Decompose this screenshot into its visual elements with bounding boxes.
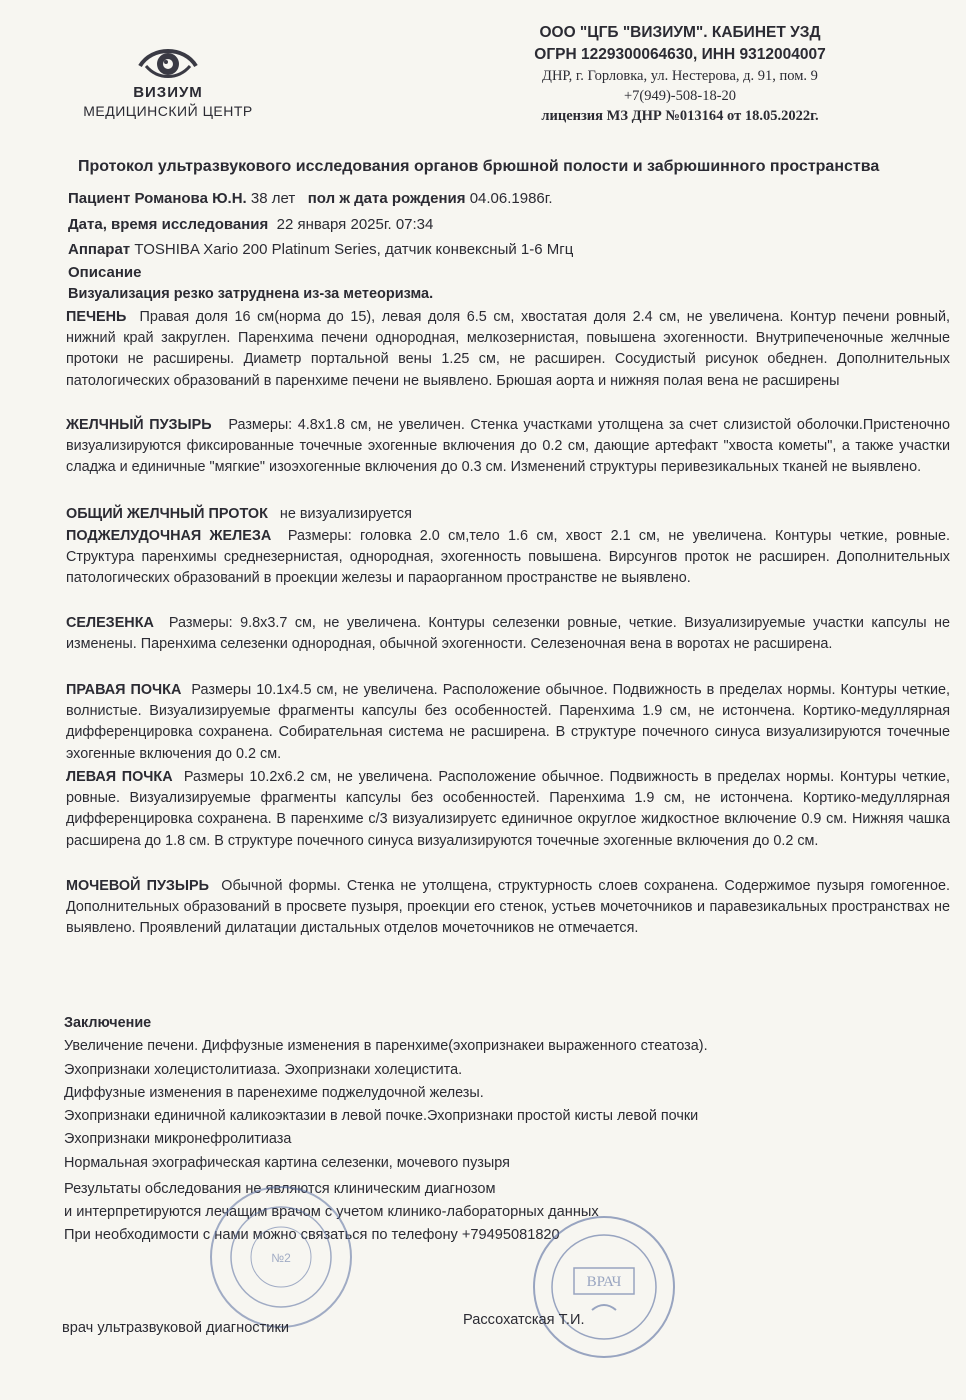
clinic-logo [78,42,258,119]
disclaimer-line: Результаты обследования не являются клиническим диагнозом [64,1181,496,1197]
logo-subtitle: МЕДИЦИНСКИЙ ЦЕНТР [83,103,253,119]
patient-name: Романова Ю.Н. [134,190,247,207]
exam-date-label: Дата, время исследования [68,216,269,233]
patient-label: Пациент [68,190,131,207]
device-name: TOSHIBA Xario 200 Platinum Series, датчик конвексный 1-6 Мгц [134,241,574,258]
dob-label: дата рождения [354,190,466,207]
section-common-bile-duct [66,504,950,525]
conclusion-item: Эхопризнаки холецистолитиаза. Эхопризнаки холецистита. [64,1061,463,1078]
device-line [68,241,573,258]
doctor-round-stamp [528,1212,680,1362]
section-right-kidney [66,680,950,765]
disclaimer-line: и интерпретируются лечащим врачом с учетом клинико-лабораторных данных [64,1204,599,1220]
organization-info [470,22,890,126]
exam-date: 22 января 2025г. 07:34 [276,216,434,233]
org-ids: ОГРН 1229300064630, ИНН 9312004007 [534,46,826,63]
patient-line [68,190,553,207]
patient-dob: 04.06.1986г. [469,190,553,207]
sex-label: пол [307,190,336,207]
logo-brand: ВИЗИУМ [133,84,203,101]
conclusion [64,1012,708,1175]
conclusion-heading: Заключение [64,1015,152,1031]
svg-text:№2: №2 [271,1251,291,1265]
section-liver [66,307,950,392]
section-heading: ПЕЧЕНЬ [66,309,127,325]
section-heading: ОБЩИЙ ЖЕЛЧНЫЙ ПРОТОК [66,506,268,522]
section-text: не визуализируется [279,506,412,522]
section-text: Обычной формы. Стенка не утолщена, структурность слоев сохранена. Содержимое пузыря гомогенное. Дополнительных образований в просвете пузыря, проекции его стенок, устьев мочеточников и паравезикальных пространствах не выявлено. Проявлений дилатации дистальных отделов мочеточников не отмечается. [66,878,950,937]
section-left-kidney [66,767,950,852]
section-bladder [66,876,950,940]
conclusion-item: Нормальная эхографическая картина селезенки, мочевого пузыря [64,1154,510,1171]
section-heading: МОЧЕВОЙ ПУЗЫРЬ [66,878,209,894]
section-pancreas [66,526,950,590]
section-gallbladder [66,415,950,479]
device-label: Аппарат [68,241,131,258]
signature-doctor: Рассохатская Т.И. [463,1312,585,1328]
section-text: Размеры: головка 2.0 см,тело 1.6 см, хвост 2.1 см, не увеличена. Контуры четкие, ровные. Структура паренхимы среднезернистая, однородная, эхогенность повышена. Вирсунгов проток не расширен. Дополнительных патологических образований в проекции железы и параорганном пространстве не выявлено. [66,528,951,587]
section-text: Размеры: 9.8х3.7 см, не увеличена. Контуры селезенки ровные, четкие. Визуализируемые участки капсулы не изменены. Паренхима селезенки однородная, обычной эхогенности. Селезеночная вена в воротах не расширена. [66,615,951,653]
org-phone: +7(949)-508-18-20 [623,88,737,104]
conclusion-item: Эхопризнаки микронефролитиаза [64,1131,292,1148]
disclaimer-line: При необходимости с нами можно связаться по телефону +79495081820 [64,1227,560,1243]
patient-sex: ж [339,190,350,207]
section-text: Правая доля 16 см(норма до 15), левая доля 6.5 см, хвостатая доля 2.4 см, не увеличена. Контур печени ровный, нижний край закруглен. Паренхима печени однородная, мелкозернистая, повышена эхогенности. Внутрипеченочные желчные протоки не расширены. Диаметр портальной вены 1.25 см, не расширен. Сосудистый рисунок обеднен. Дополнительных патологических образований в паренхиме печени не выявлено. Брюшая аорта и нижняя полая вена не расширены [66,309,950,389]
svg-text:ВРАЧ: ВРАЧ [586,1274,622,1290]
org-name: ООО "ЦГБ "ВИЗИУМ". КАБИНЕТ УЗД [539,24,821,41]
section-heading: СЕЛЕЗЕНКА [66,615,154,631]
visualization-note: Визуализация резко затруднена из-за метеоризма. [68,286,434,302]
org-address: ДНР, г. Горловка, ул. Нестерова, д. 91, пом. 9 [542,68,818,84]
section-text: Размеры 10.1х4.5 см, не увеличена. Расположение обычное. Подвижность в пределах нормы. Контуры четкие, волнистые. Визуализируемые фрагменты капсулы без особенностей. Паренхима 1.9 см, не истончена. Кортико-медуллярная дифференцировка сохранена. Собирательная система не расширена. В структуре почечного синуса визуализируются точечные эхогенные включения до 0.2 см. [66,682,950,762]
section-heading: ПРАВАЯ ПОЧКА [66,682,182,698]
section-text: Размеры 10.2х6.2 см, не увеличена. Расположение обычное. Подвижность в пределах нормы. Контуры четкие, ровные. Визуализируемые фрагменты капсулы без особенностей. Паренхима 1.9 см, не истончена. Кортико-медуллярная дифференцировка сохранена. В паренхиме с/3 визуализируетс единичное округлое жидкостное включение 0.9 см. Нижняя чашка расширена до 1.8 см. В структуре почечного синуса визуализируются точечные эхогенные включения до 0.2 см. [66,769,950,849]
description-heading: Описание [68,264,142,281]
document-title: Протокол ультразвукового исследования органов брюшной полости и забрюшинного пространства [78,158,880,175]
organization-round-stamp [206,1182,356,1332]
section-spleen [66,613,950,655]
conclusion-item: Диффузные изменения в паренехиме поджелудочной железы. [64,1084,484,1101]
section-heading: ЖЕЛЧНЫЙ ПУЗЫРЬ [66,417,212,433]
section-heading: ЛЕВАЯ ПОЧКА [66,769,173,785]
eye-icon [136,42,200,86]
org-license: лицензия МЗ ДНР №013164 от 18.05.2022г. [541,108,819,124]
conclusion-item: Увеличение печени. Диффузные изменения в паренхиме(эхопризнакеи выраженного стеатоза). [64,1038,708,1055]
exam-date-line [68,216,433,233]
section-heading: ПОДЖЕЛУДОЧНАЯ ЖЕЛЕЗА [66,528,272,544]
conclusion-item: Эхопризнаки единичной каликоэктазии в левой почке.Эхопризнаки простой кисты левой почки [64,1108,699,1125]
signature-role: врач ультразвуковой диагностики [62,1320,289,1336]
patient-age: 38 лет [250,190,296,207]
section-text: Размеры: 4.8х1.8 см, не увеличен. Стенка участками утолщена за счет слизистой оболочки.Пристеночно визуализируются фиксированные точечные эхогенные включения до 0.2 см, дающие артефакт "хвоста кометы", а также участки сладжа и единичные "мягкие" изоэхогенные включения до 0.3 см. Изменений структуры перивезикальных тканей не выявлено. [66,417,951,476]
